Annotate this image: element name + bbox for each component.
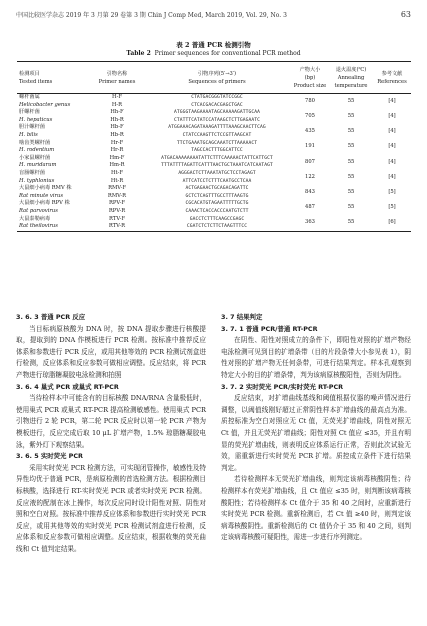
reference: [4] (388, 143, 396, 150)
annealing-temperature: 55 (347, 112, 355, 119)
primer-sequence-forward: AGGGACTCTTAAATATGCTCCTAGAGT (178, 170, 256, 176)
primer-sequence-forward: TTCTGAAATGCAGCAAATCTTAAAAACT (176, 140, 258, 146)
annealing-temperature: 55 (329, 216, 373, 232)
primer-name-forward: RMV-F (108, 185, 126, 192)
pathogen-name-cn: 胆汁螺杆菌 (19, 124, 45, 131)
paragraph-3-7-1: 在阴性、阳性对照成立的条件下，即阳性对照的扩增产物经电泳检测可见到目的扩增条带（目的片段条带大小参见表 1），阴性对照的扩增产物无任何条带，可进行结果判定。样本孔观察到特定大小的目的扩增条带，判为该病原核酸阳性，否则为阴性。 (221, 336, 411, 379)
reference: [4] (388, 128, 396, 135)
reference: [5] (388, 188, 396, 195)
table-row (17, 170, 411, 178)
pathogen-name-cn: 小家鼠螺杆菌 (19, 154, 51, 161)
primer-sequence-forward: ACTGAGAACTGCAGACAGATTC (185, 186, 249, 192)
table-row (17, 109, 411, 117)
reference: [6] (373, 216, 411, 232)
pathogen-name-en: H. rodentium (19, 147, 55, 154)
paragraph-3-7-2a: 反应结束，对扩增曲线基线和阈值根据仪器的噪声情况进行调整，以阈值线刚好超过正常阴性样本扩增曲线的最高点为准。质控标准为空白对照应无 Ct 值，无荧光扩增曲线，阴性对照无 Ct 值，并且无荧光扩增曲线；阳性对照 Ct 值应 ≤35，并且有明显的荧光扩增曲线，则表明反应体系运行正常，否则此次试验无效，需重新进行实时荧光 PCR 扩增。质控成立条件下进行结果判定。 (221, 394, 411, 472)
primer-sequence-reverse: CTATTTCATATCCATAAGCTCTTGAGAATC (174, 117, 260, 123)
paragraph-3-6-3: 当目标病原核酸为 DNA 时，按 DNA 提取步骤进行核酸提取，提取到的 DNA 作模板进行 PCR 检测。按标准中推荐反应体系和参数进行 PCR 反应，或用其他等效的 PCR 检测试剂盒进行检测，反应体系和反应参数可做相应调整。反应结束，将 PCR 产物进行琼脂糖凝胶电泳检测和拍照 (16, 324, 206, 379)
table-row (17, 94, 411, 102)
section-heading-3-6-5: 3. 6. 5 实时荧光 PCR (16, 452, 83, 461)
col-header-size-en: Product size (293, 82, 327, 89)
primer-name-reverse: Hh-R (110, 116, 124, 123)
product-size: 843 (305, 188, 315, 195)
col-header-primer-cn: 引物名称 (106, 70, 128, 77)
product-size: 122 (305, 173, 315, 180)
pathogen-name-en: H. bilis (19, 131, 38, 138)
paragraph-3-6-5: 采用实时荧光 PCR 检测方法，可实现闭管操作，敏感性及特异性均优于普通 PCR，是病原检测的首选检测方法。根据检测目标核酸，选择进行 RT-实时荧光 PCR 或者实时荧光 PCR 检测。反应液的配制在冰上操作，每次反应同时设计阳性对照、阴性对照和空白对照。按标准中推荐反应体系和参数进行实时荧光 PCR 反应，或用其他等效的实时荧光 PCR 检测试剂盒进行检测，反应体系和反应参数可做相应调整。反应结束，根据收集的荧光曲线和 Ct 值判定结果。 (16, 463, 206, 553)
reference: [5] (388, 204, 396, 211)
primer-name-forward: H-F (112, 94, 122, 100)
primer-name-reverse: Hm-R (109, 162, 125, 169)
pathogen-name-en: H. muridarum (19, 162, 57, 169)
reference: [4] (388, 112, 396, 119)
table-caption-title: Primer sequences for conventional PCR method (154, 50, 301, 57)
annealing-temperature: 55 (347, 143, 355, 150)
col-header-reference-cn: 参考文献 (381, 70, 403, 77)
primer-sequence-reverse: CAAACTCACCACCCAATGTCTT (185, 208, 249, 214)
pathogen-name-cn: 大鼠细小病毒 RPV 株 (19, 200, 70, 207)
table-row (17, 185, 411, 193)
table-row (17, 155, 411, 163)
primer-name-reverse: RPV-R (108, 207, 126, 214)
journal-citation: 中国比较医学杂志 2019 年 3 月第 29 卷第 3 期 Chin J Comp Med, March 2019, Vol. 29, No. 3 (16, 12, 287, 19)
right-column (221, 312, 411, 544)
annealing-temperature: 55 (347, 97, 355, 104)
col-header-size (291, 62, 329, 94)
pathogen-name-en: Rat parvovirus (19, 207, 58, 214)
table-header-row (17, 62, 411, 94)
col-header-temp (329, 62, 373, 94)
table-caption-en (0, 50, 427, 58)
product-size: 780 (305, 97, 315, 104)
primer-sequence-reverse: CGATCTCTCTTCTAAGTTTCC (143, 223, 291, 231)
primer-sequence-forward: GACCTCTTTCAAGCCGAGC (189, 216, 245, 222)
primer-name-forward: Hb-F (110, 124, 124, 131)
paragraph-3-6-4: 当待检样本中可能含有的目标核酸 DNA/RNA 含量极低时，使用巢式 PCR 或巢式 RT-PCR 提高检测敏感性。使用巢式 PCR 引物进行 2 轮 PCR，第二轮 PCR 反应时以第一轮 PCR 产物为模板进行，反应完成后取 10 μL 扩增产物，1.5% 琼脂糖凝胶电泳，紫外灯下观察结果。 (16, 394, 206, 449)
paragraph-3-7-2b: 若待检测样本无荧光扩增曲线，则判定该病毒核酸阴性；待检测样本有荧光扩增曲线，且 Ct 值应 ≤35 时，则判断该病毒核酸阳性；若待检测样本 Ct 值介于 35 和 40 之间时，应重新进行实时荧光 PCR 检测。重新检测后，若 Ct 值 ≥40 时，则判定该病毒核酸阴性。重新检测后的 Ct 值仍介于 35 和 40 之间，则判定该病毒核酸可疑阳性，需进一步进行序列测定。 (221, 475, 411, 542)
primer-sequence-reverse: GCTCTCAGTTTGCCTTTAAGTG (185, 193, 249, 199)
annealing-temperature: 55 (347, 204, 355, 211)
product-size: 487 (305, 204, 315, 211)
section-heading-3-7-1: 3. 7. 1 普通 PCR/普通 RT-PCR (221, 324, 318, 333)
product-size: 705 (305, 112, 315, 119)
col-header-sequence (143, 62, 291, 94)
primer-name-reverse: RTV-R (91, 223, 143, 231)
primer-sequence-forward: ATGGAAACAGATAAAGATTTTAAAGCAACTTCAG (168, 125, 266, 131)
product-size: 435 (305, 128, 315, 135)
primer-sequence-reverse: CTCACGACACGAGCTGAC (191, 102, 243, 108)
section-heading-3-7-2: 3. 7. 2 实时荧光 PCR/实时荧光 RT-PCR (221, 382, 344, 391)
primer-name-forward: RTV-F (109, 215, 125, 222)
col-header-pathogen (17, 62, 91, 94)
primer-sequence-reverse: TAGCCACTTTGGCATTCC (191, 148, 243, 154)
reference: [4] (388, 97, 396, 104)
table-row (17, 216, 411, 224)
table-caption-label: Table 2 (126, 50, 151, 57)
annealing-temperature: 55 (347, 158, 355, 165)
pathogen-name-cn: 螺杆菌属 (19, 94, 40, 100)
table-row (17, 124, 411, 132)
pathogen-name-cn: 大鼠泰勒病毒 (19, 215, 51, 222)
pathogen-name-cn: 肝螺杆菌 (19, 109, 40, 116)
pathogen-name-en: Helicobacter genus (19, 101, 71, 108)
primer-name-forward: Ht-F (111, 169, 123, 176)
col-header-size-cn: 产物大小 (299, 66, 321, 73)
primer-name-forward: Hr-F (110, 139, 124, 146)
col-header-pathogen-en: Tested items (19, 78, 53, 85)
primer-name-forward: Hh-F (110, 109, 124, 116)
primer-name-forward: Hm-F (109, 154, 125, 161)
pathogen-name-cn: 大鼠细小病毒 RMV 株 (19, 185, 72, 192)
primer-name-reverse: H-R (111, 101, 123, 108)
col-header-primer (91, 62, 143, 94)
col-header-reference-en: References (377, 78, 407, 85)
col-header-sequence-cn: 引物序列(5′→3′) (197, 70, 237, 77)
primer-name-reverse: Ht-R (110, 177, 124, 184)
col-header-temp-cn: 退火温度(℃) (335, 66, 367, 73)
reference: [4] (388, 173, 396, 180)
section-heading-3-6-3: 3. 6. 3 普通 PCR 反应 (16, 313, 86, 321)
annealing-temperature: 55 (347, 188, 355, 195)
table-row (17, 140, 411, 148)
pathogen-name-cn: 啮齿类螺杆菌 (19, 139, 51, 146)
col-header-pathogen-cn: 检测项目 (19, 70, 40, 77)
primer-sequence-reverse: ATTCATCCTCTTTCAATGCCTCAA (182, 178, 252, 184)
primer-sequence-reverse: CTATCCAAGTTCTCCGTTAAGCAT (182, 132, 252, 138)
primer-name-reverse: Hb-R (110, 131, 124, 138)
product-size: 363 (291, 216, 329, 232)
pathogen-name-en: Rat theilovirus (17, 223, 91, 231)
section-heading-3-7: 3. 7 结果判定 (221, 313, 263, 321)
reference: [4] (388, 158, 396, 165)
primer-table (17, 61, 411, 232)
primer-sequence-forward: CGCACATGTAGAATTTTTGCTG (185, 201, 249, 207)
page-number: 63 (400, 10, 411, 19)
section-heading-3-6-4: 3. 6. 4 巢式 PCR 或巢式 RT-PCR (16, 382, 119, 391)
col-header-temp-en1: Annealing (337, 74, 365, 81)
pathogen-name-cn: 盲肠螺杆菌 (19, 169, 45, 176)
col-header-size-unit: (bp) (304, 74, 316, 81)
col-header-reference (373, 62, 411, 94)
table-row (17, 200, 411, 208)
pathogen-name-en: Rat minute virus (19, 192, 63, 199)
primer-sequence-reverse: TTTATTTTAGATTCATTTAACTGCTAAATCATCAATAGT (161, 163, 273, 169)
pathogen-name-en: H. typhlonius (19, 177, 55, 184)
primer-name-reverse: Hr-R (110, 147, 124, 154)
col-header-temp-en2: temperature (334, 82, 368, 89)
running-header (16, 10, 411, 22)
col-header-sequence-en: Sequences of primers (188, 78, 246, 85)
primer-sequence-forward: ATGACAAAAAAAATATTCTTTCAAAAACTATTCATTGCT (161, 155, 273, 161)
product-size: 807 (305, 158, 315, 165)
annealing-temperature: 55 (347, 128, 355, 135)
col-header-primer-en: Primer names (98, 78, 136, 85)
primer-sequence-forward: ATGGGTAAGAAAATAGCAAAAAGATTGCAA (174, 110, 260, 116)
primer-name-forward: RPV-F (108, 200, 126, 207)
pathogen-name-en: H. hepaticus (19, 116, 53, 123)
primer-sequence-forward: CTATGACGGGTATCCGGC (191, 95, 243, 100)
annealing-temperature: 55 (347, 173, 355, 180)
primer-name-reverse: RMV-R (107, 192, 127, 199)
table-caption-cn: 表 2 普通 PCR 检测引物 (176, 41, 251, 49)
product-size: 191 (305, 143, 315, 150)
left-column (16, 312, 206, 555)
